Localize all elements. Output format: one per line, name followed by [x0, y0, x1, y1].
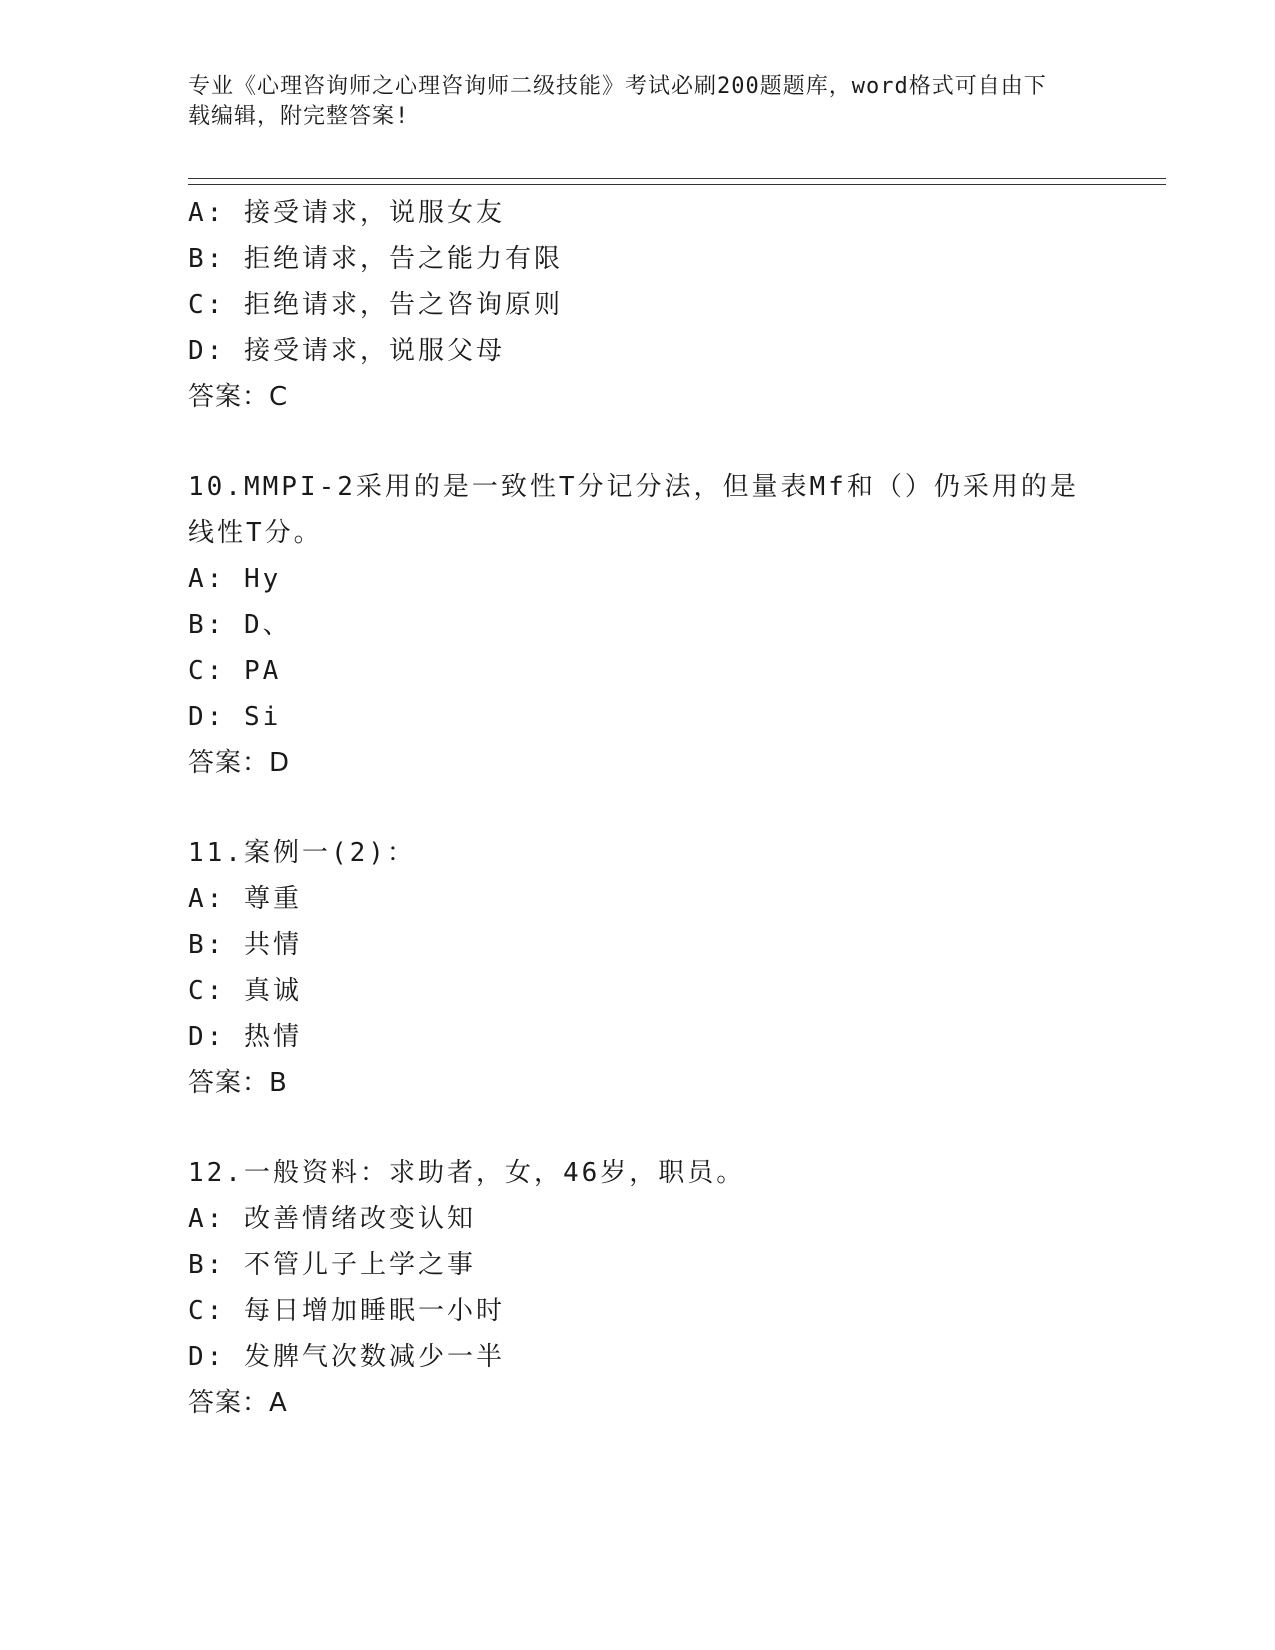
option-c: C: 每日增加睡眠一小时 — [188, 1296, 505, 1326]
option-a: A: Hy — [188, 564, 282, 594]
option-d: D: 发脾气次数减少一半 — [188, 1342, 505, 1372]
document-header: 专业《心理咨询师之心理咨询师二级技能》考试必刷200题题库，word格式可自由下载编辑，附完整答案! — [188, 74, 1047, 129]
option-c: C: 真诚 — [188, 976, 302, 1006]
answer-line: 答案：C — [188, 382, 289, 412]
option-b: B: 拒绝请求，告之能力有限 — [188, 244, 563, 274]
question-stem: 12.一般资料：求助者，女，46岁，职员。 — [188, 1158, 746, 1188]
question-block — [188, 190, 1088, 420]
option-b: B: D、 — [188, 610, 292, 640]
question-stem: 10.MMPI-2采用的是一致性T分记分法，但量表Mf和（）仍采用的是 — [188, 472, 1079, 502]
option-c: C: PA — [188, 656, 282, 686]
question-stem: 线性T分。 — [188, 518, 323, 548]
answer-line: 答案：A — [188, 1388, 288, 1418]
header-rule-top — [188, 178, 1166, 179]
option-a: A: 改善情绪改变认知 — [188, 1204, 476, 1234]
question-block — [188, 830, 1088, 1106]
question-stem: 11.案例一(2)： — [188, 838, 416, 868]
question-block — [188, 1150, 1088, 1426]
option-d: D: 热情 — [188, 1022, 302, 1052]
option-c: C: 拒绝请求，告之咨询原则 — [188, 290, 563, 320]
option-a: A: 尊重 — [188, 884, 302, 914]
option-d: D: Si — [188, 702, 282, 732]
answer-line: 答案：B — [188, 1068, 288, 1098]
header-rule-bottom — [188, 184, 1166, 185]
answer-line: 答案：D — [188, 748, 291, 778]
question-list — [188, 190, 1088, 1426]
option-b: B: 共情 — [188, 930, 302, 960]
option-d: D: 接受请求，说服父母 — [188, 336, 505, 366]
question-block — [188, 464, 1088, 786]
option-b: B: 不管儿子上学之事 — [188, 1250, 476, 1280]
option-a: A: 接受请求，说服女友 — [188, 198, 505, 228]
